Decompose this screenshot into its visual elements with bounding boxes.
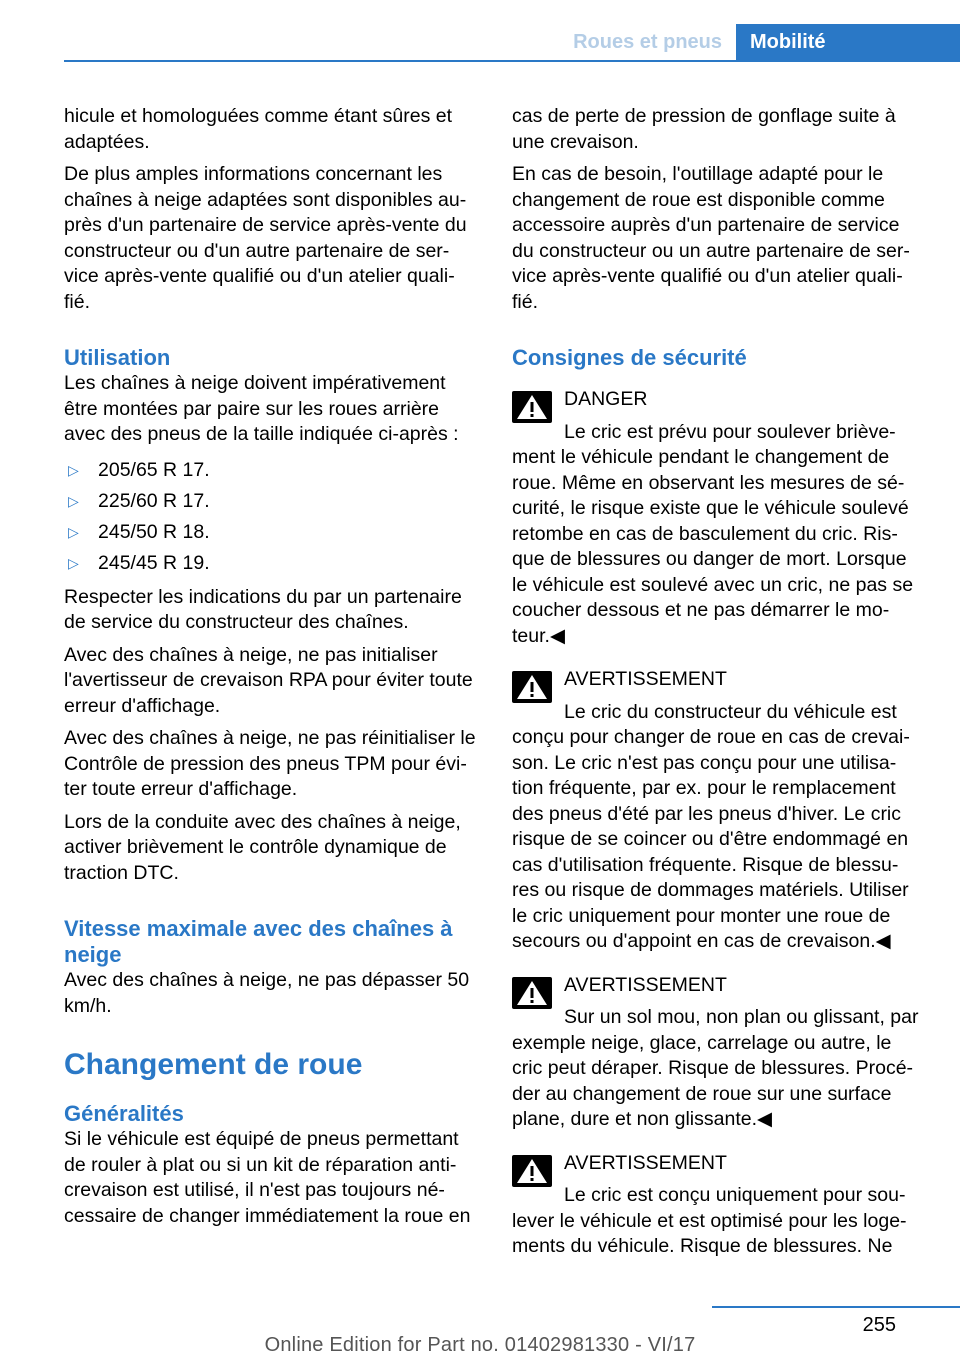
triangle-bullet-icon: ▷	[68, 461, 79, 478]
warning-block	[512, 667, 924, 955]
paragraph: Les chaînes à neige doivent impérativement être montées par paire sur les roues arrière avec des pneus de la taille indiquée ci-après :	[64, 372, 459, 445]
paragraph: Respecter les indications du par un partenaire de service du constructeur des chaînes.	[64, 585, 462, 633]
list-item	[64, 548, 480, 579]
warning-first-line: Le cric est conçu uniquement pour sou-	[564, 1184, 906, 1206]
warning-text	[512, 700, 924, 955]
list-item	[64, 486, 480, 517]
list-item-text: 245/50 R 18.	[98, 520, 210, 543]
paragraph: Avec des chaînes à neige, ne pas dépasser 50 km/h.	[64, 969, 470, 1017]
heading-consignes: Consignes de sécurité	[512, 345, 747, 370]
triangle-bullet-icon: ▷	[68, 523, 79, 540]
warning-title: AVERTISSEMENT	[564, 1151, 727, 1174]
paragraph: En cas de besoin, l'outillage adapté pour le changement de roue est disponible comme accessoire auprès d'un partenaire de service du constructeur ou un autre partenaire de ser-vice après-vente qualifié ou d'un atelier quali-fié.	[512, 163, 910, 313]
triangle-bullet-icon: ▷	[68, 492, 79, 509]
warning-triangle-icon	[512, 977, 552, 1009]
warning-triangle-icon	[512, 391, 552, 423]
list-item	[64, 455, 480, 486]
warning-text	[512, 1005, 924, 1133]
warning-rest: lever le véhicule et est optimisé pour les loge-ments du véhicule. Risque de blessures. Ne	[512, 1209, 907, 1257]
list-item	[64, 517, 480, 548]
warning-triangle-icon	[512, 671, 552, 703]
paragraph: cas de perte de pression de gonflage suite à une crevaison.	[512, 105, 896, 153]
warning-text	[512, 420, 924, 650]
paragraph: Avec des chaînes à neige, ne pas réinitialiser le Contrôle de pression des pneus TPM pour évi-ter toute erreur d'affichage.	[64, 727, 476, 800]
warning-title: AVERTISSEMENT	[564, 973, 727, 996]
paragraph: Lors de la conduite avec des chaînes à neige, activer brièvement le contrôle dynamique de traction DTC.	[64, 810, 461, 884]
footer-rule	[712, 1306, 960, 1308]
left-column	[64, 104, 480, 1236]
warning-block	[512, 1151, 924, 1260]
warning-first-line: Sur un sol mou, non plan ou glissant, par	[564, 1006, 919, 1028]
warning-rest: ment le véhicule pendant le changement de roue. Même en observant les mesures de sé-curité, le risque existe que le véhicule soulevé retombe en cas de basculement du cric. Ris-que de blessures ou danger de mort. Lorsque le véhicule est soulevé avec un cric, ne pas se coucher dessous et ne pas démarrer le mo-teur.◀	[512, 446, 914, 647]
list-item-text: 205/65 R 17.	[98, 458, 210, 481]
right-column	[512, 104, 924, 1260]
paragraph: hicule et homologuées comme étant sûres et adaptées.	[64, 105, 453, 153]
list-item-text: 245/45 R 19.	[98, 551, 210, 574]
header-chapter-tab: Mobilité	[736, 24, 960, 60]
paragraph: Si le véhicule est équipé de pneus permettant de rouler à plat ou si un kit de réparation anti-crevaison est utilisé, il n'est pas toujours né-cessaire de changer immédiatement la roue en	[64, 1128, 471, 1227]
warning-text	[512, 1183, 924, 1260]
triangle-bullet-icon: ▷	[68, 554, 79, 571]
paragraph: Avec des chaînes à neige, ne pas initialiser l'avertisseur de crevaison RPA pour éviter toute erreur d'affichage.	[64, 643, 473, 717]
heading-utilisation: Utilisation	[64, 345, 171, 370]
warning-title: DANGER	[564, 388, 648, 410]
header-rule	[64, 60, 960, 62]
header-section-tab: Roues et pneus	[573, 31, 722, 53]
warning-rest: exemple neige, glace, carrelage ou autre, le cric peut déraper. Risque de blessures. Procé-der au changement de roue sur une surface plane, dure et non glissante.◀	[512, 1031, 914, 1130]
heading-generalites: Généralités	[64, 1101, 184, 1126]
paragraph: De plus amples informations concernant les chaînes à neige adaptées sont disponibles au-près d'un partenaire de service après-vente du constructeur ou d'un autre partenaire de ser-vice après-vente qualifié ou d'un atelier quali-fié.	[64, 163, 467, 313]
edition-footer: Online Edition for Part no. 01402981330 - VI/17	[264, 1334, 696, 1356]
warning-block	[512, 973, 924, 1133]
warning-rest: conçu pour changer de roue en cas de crevai-son. Le cric n'est pas conçu pour une utilisa-tion fréquente, par ex. pour le remplacement des pneus d'été par les pneus d'hiver. Le cric risque de se coincer ou d'être endommagé en cas d'utilisation fréquente. Risque de blessu-res ou risque de dommages matériels. Utiliser le cric uniquement pour monter une roue de secours ou d'appoint en cas de crevaison.◀	[512, 726, 910, 952]
heading-vitesse: Vitesse maximale avec des chaînes à neige	[64, 916, 453, 967]
warning-title: AVERTISSEMENT	[564, 668, 727, 690]
warning-first-line: Le cric du constructeur du véhicule est	[564, 700, 897, 723]
tire-size-list	[64, 455, 480, 579]
heading-changement-de-roue: Changement de roue	[64, 1048, 363, 1081]
list-item-text: 225/60 R 17.	[98, 489, 210, 512]
warning-block	[512, 387, 924, 649]
warning-triangle-icon	[512, 1155, 552, 1187]
page-number: 255	[862, 1314, 896, 1336]
warning-first-line: Le cric est prévu pour soulever briève-	[564, 420, 896, 443]
